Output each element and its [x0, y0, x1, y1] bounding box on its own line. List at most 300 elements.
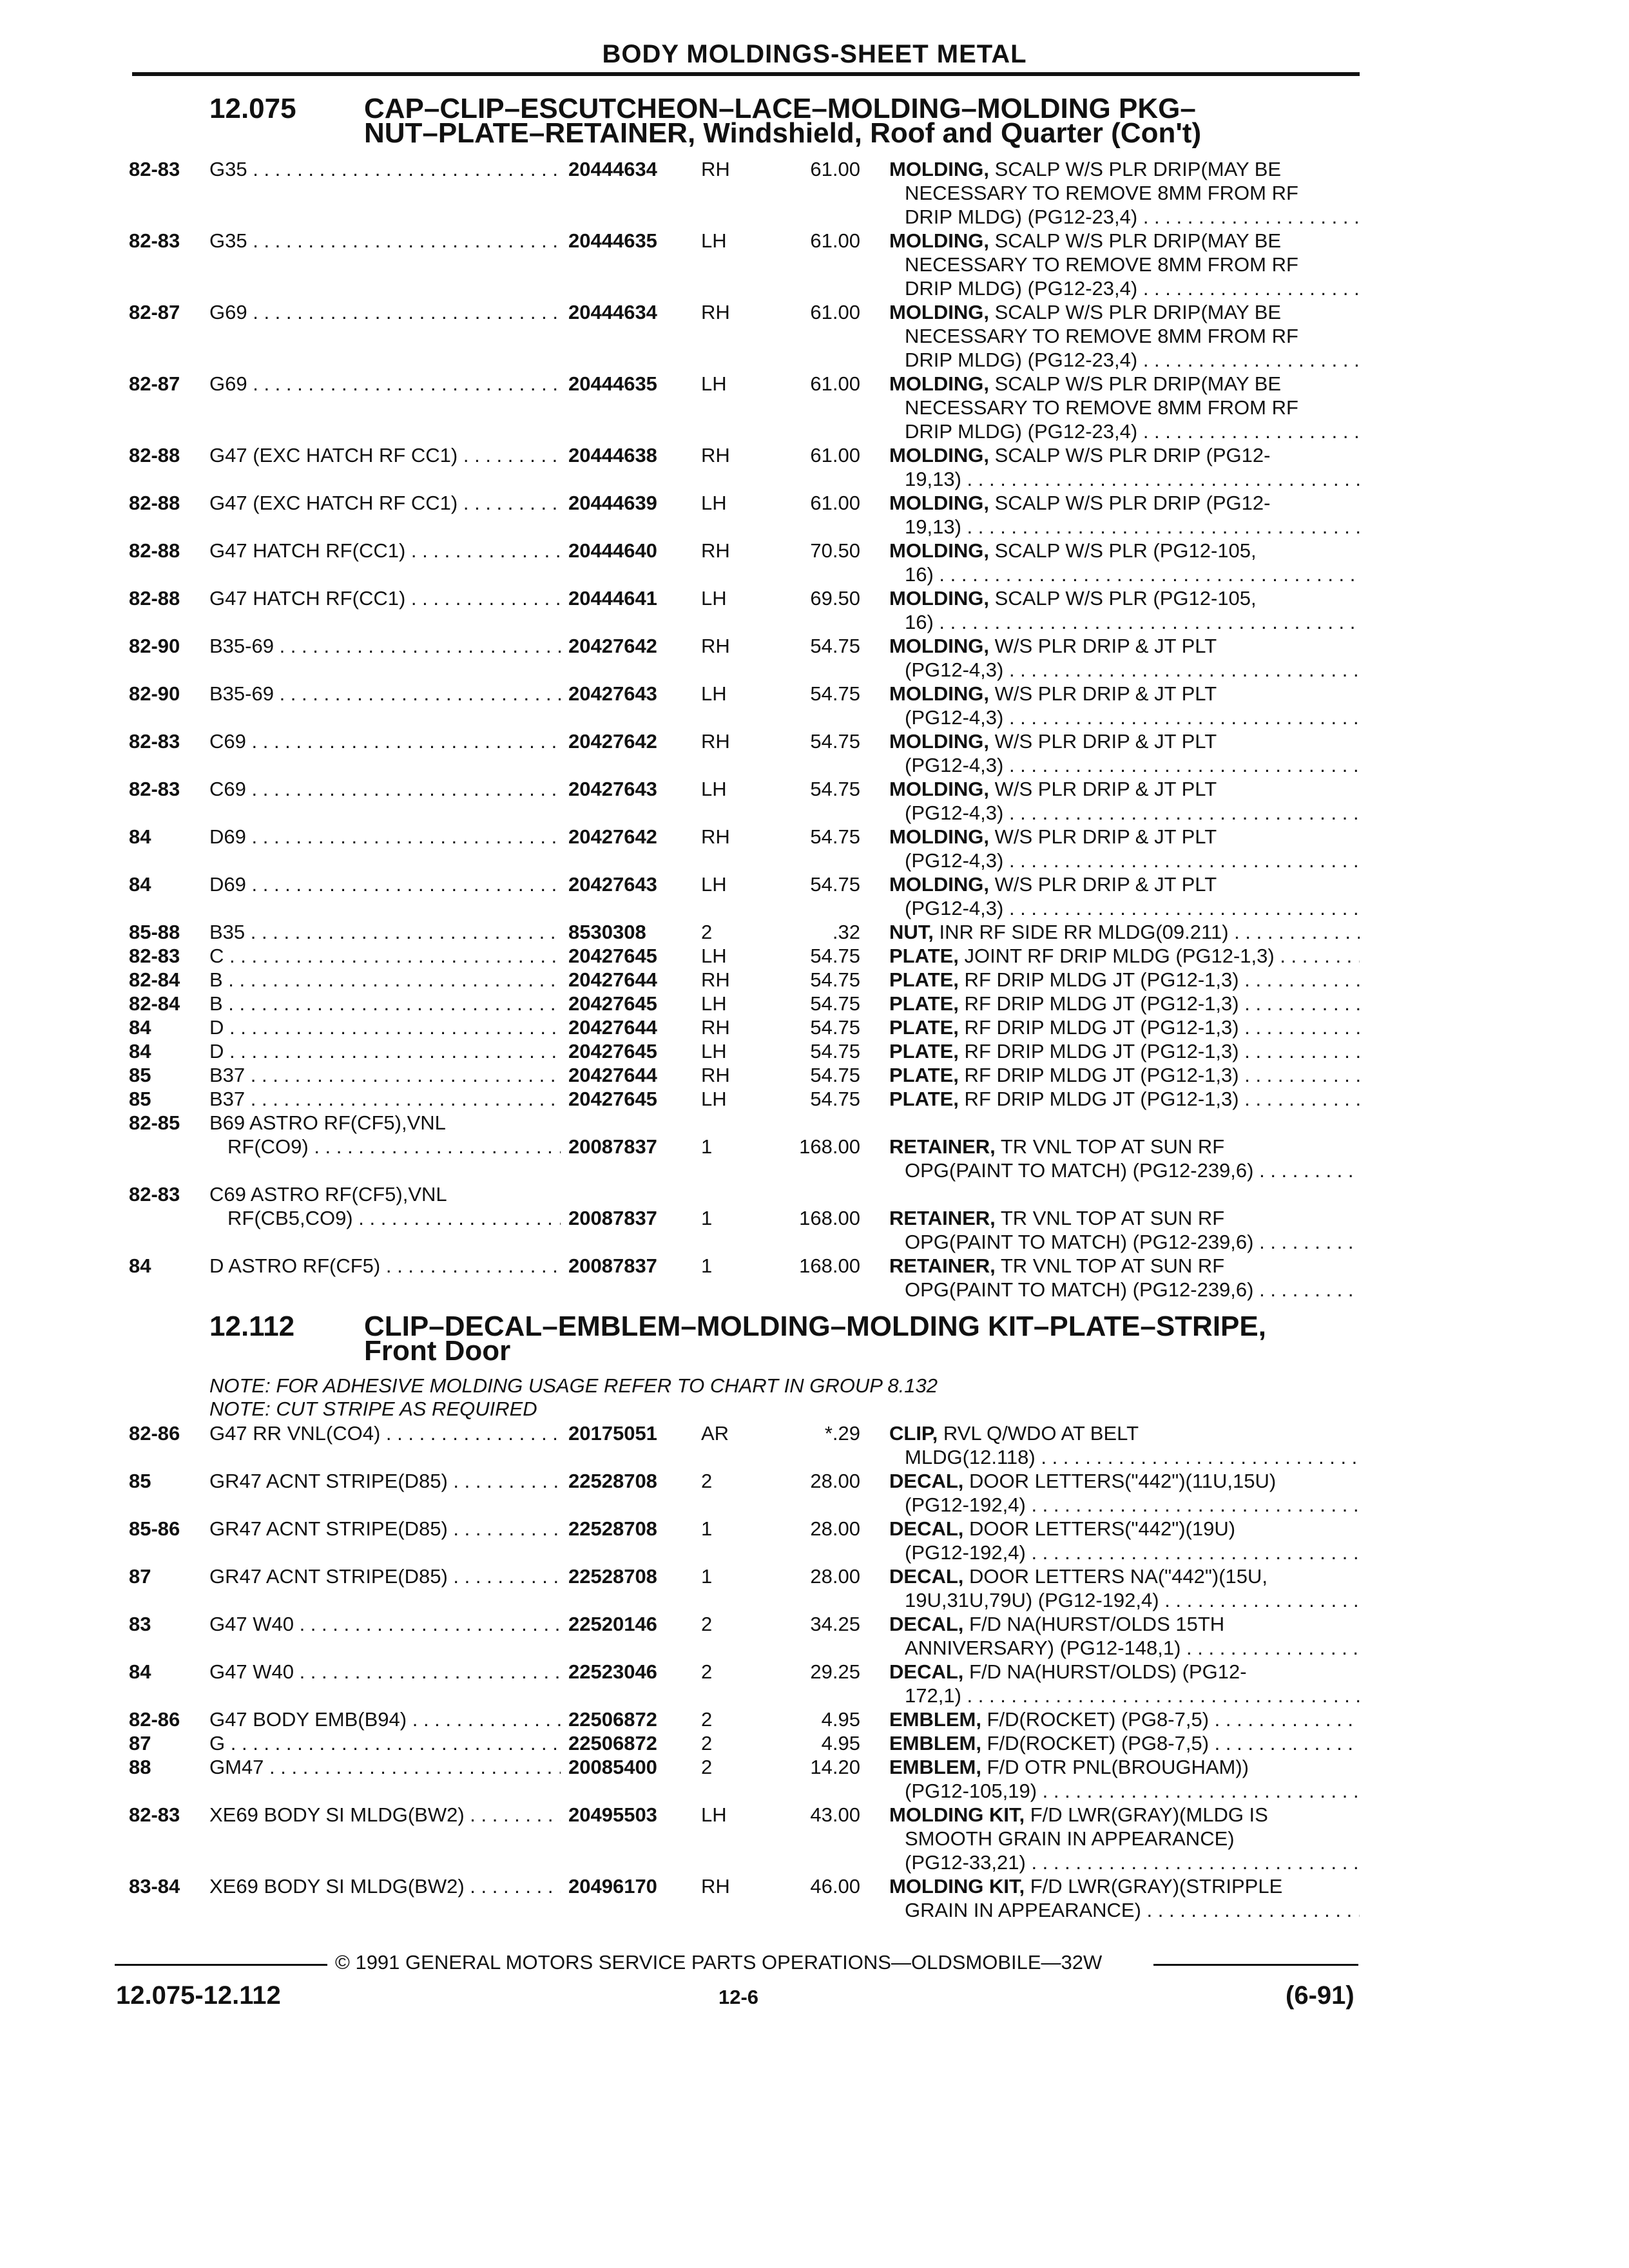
- price: 61.00: [810, 372, 860, 395]
- model-text: G47 (EXC HATCH RF CC1) . . .: [209, 444, 561, 466]
- model-year: 85-88: [129, 921, 180, 943]
- description: [889, 443, 1360, 491]
- part-name: MOLDING,: [889, 635, 989, 657]
- section-number: 12.112: [209, 1311, 295, 1342]
- part-name: PLATE,: [889, 1064, 959, 1086]
- model-year: 83: [129, 1613, 151, 1635]
- description: [889, 634, 1360, 682]
- description: [889, 1206, 1360, 1254]
- price: 34.25: [810, 1613, 860, 1635]
- model-year: 83-84: [129, 1875, 180, 1898]
- model-year: 82-88: [129, 492, 180, 514]
- model-year: 82-83: [129, 778, 180, 800]
- description-text: (PG12-4,3): [905, 802, 1004, 824]
- price: 28.00: [810, 1517, 860, 1540]
- model-cell: [209, 539, 561, 562]
- description-text: OPG(PAINT TO MATCH) (PG12-239,6): [905, 1278, 1254, 1301]
- part-number: 22528708: [568, 1565, 657, 1588]
- part-name: EMBLEM,: [889, 1756, 981, 1778]
- model-year: 84: [129, 873, 151, 896]
- model-cell: [209, 682, 561, 706]
- model-year: 82-83: [129, 1803, 180, 1826]
- description: [889, 372, 1360, 443]
- description: [889, 1755, 1360, 1803]
- description: [889, 968, 1360, 992]
- description: [889, 1254, 1360, 1302]
- description-text: 16): [905, 563, 934, 586]
- quantity: 1: [701, 1517, 713, 1540]
- part-name: DECAL,: [889, 1470, 964, 1492]
- description-text: W/S PLR DRIP & JT PLT: [989, 825, 1217, 848]
- part-name: MOLDING,: [889, 372, 989, 395]
- part-name: MOLDING,: [889, 873, 989, 896]
- model-cell: [209, 634, 561, 658]
- description-text: 19,13): [905, 468, 961, 490]
- model-text: G47 HATCH RF(CC1) . . .: [209, 587, 561, 610]
- part-name: EMBLEM,: [889, 1708, 981, 1731]
- description: [889, 491, 1360, 539]
- part-name: RETAINER,: [889, 1207, 996, 1229]
- description-text: ANNIVERSARY) (PG12-148,1): [905, 1637, 1181, 1659]
- model-year: 82-83: [129, 1183, 180, 1206]
- model-cell: [209, 1421, 561, 1445]
- price: 28.00: [810, 1470, 860, 1492]
- model-cell: [209, 157, 561, 181]
- description-text: RF DRIP MLDG JT (PG12-1,3): [958, 992, 1239, 1015]
- quantity: 2: [701, 1732, 713, 1754]
- description: [889, 1731, 1360, 1755]
- part-name: MOLDING,: [889, 301, 989, 323]
- model-text: B69 ASTRO RF(CF5),VNL: [209, 1111, 446, 1134]
- description: [889, 1612, 1360, 1660]
- description: [889, 1803, 1360, 1874]
- description-text: 19,13): [905, 515, 961, 538]
- model-year: 82-84: [129, 968, 180, 991]
- page-header: BODY MOLDINGS-SHEET METAL: [602, 40, 1027, 68]
- model-text: G . . .: [209, 1732, 561, 1754]
- part-number: 20495503: [568, 1803, 657, 1826]
- part-number: 20444639: [568, 492, 657, 514]
- price: 54.75: [810, 1040, 860, 1062]
- model-cell: [209, 968, 561, 992]
- description-text: SMOOTH GRAIN IN APPEARANCE): [905, 1827, 1235, 1850]
- quantity: 2: [701, 921, 713, 943]
- description-text: DRIP MLDG) (PG12-23,4): [905, 349, 1138, 371]
- model-cell: [209, 992, 561, 1015]
- description-text: (PG12-4,3): [905, 754, 1004, 776]
- part-number: 20444634: [568, 301, 657, 323]
- model-text: D ASTRO RF(CF5) . . .: [209, 1254, 561, 1277]
- model-text: XE69 BODY SI MLDG(BW2) . . .: [209, 1803, 561, 1826]
- part-name: PLATE,: [889, 1040, 959, 1062]
- description-text: SCALP W/S PLR DRIP(MAY BE: [989, 372, 1282, 395]
- model-cell: [209, 777, 561, 801]
- description: [889, 586, 1360, 634]
- price: 61.00: [810, 229, 860, 252]
- description: [889, 777, 1360, 825]
- model-year: 82-86: [129, 1708, 180, 1731]
- description-text: RF DRIP MLDG JT (PG12-1,3): [958, 1064, 1239, 1086]
- model-text: GR47 ACNT STRIPE(D85) . . .: [209, 1565, 561, 1588]
- part-number: 20444638: [568, 444, 657, 466]
- price: 54.75: [810, 1088, 860, 1110]
- model-text: G35 . . .: [209, 158, 561, 180]
- description-text: RVL Q/WDO AT BELT: [938, 1422, 1139, 1445]
- price: 54.75: [810, 730, 860, 753]
- description-text: SCALP W/S PLR DRIP (PG12-: [989, 492, 1271, 514]
- model-cell: [209, 1660, 561, 1684]
- model-year: 82-90: [129, 682, 180, 705]
- part-number: 22528708: [568, 1470, 657, 1492]
- model-year: 84: [129, 1254, 151, 1277]
- model-text: B35-69 . . .: [209, 635, 561, 657]
- part-number: 22520146: [568, 1613, 657, 1635]
- price: 54.75: [810, 992, 860, 1015]
- description: [889, 1469, 1360, 1517]
- part-name: DECAL,: [889, 1565, 964, 1588]
- model-year: 88: [129, 1756, 151, 1778]
- part-name: MOLDING,: [889, 778, 989, 800]
- model-cell: [209, 491, 561, 515]
- part-number: 20175051: [568, 1422, 657, 1445]
- price: 61.00: [810, 301, 860, 323]
- model-cell: [209, 1039, 561, 1063]
- price: 54.75: [810, 635, 860, 657]
- part-number: 20427643: [568, 873, 657, 896]
- model-text: B . . .: [209, 968, 561, 991]
- model-text: G47 W40 . . .: [209, 1613, 561, 1635]
- description: [889, 300, 1360, 372]
- description-text: F/D OTR PNL(BROUGHAM)): [981, 1756, 1249, 1778]
- description-text: F/D NA(HURST/OLDS) (PG12-: [963, 1660, 1247, 1683]
- model-year: 82-88: [129, 587, 180, 610]
- description-text: TR VNL TOP AT SUN RF: [995, 1135, 1225, 1158]
- model-text: G69 . . .: [209, 372, 561, 395]
- model-text: B35-69 . . .: [209, 682, 561, 705]
- description: [889, 1874, 1360, 1922]
- part-name: MOLDING,: [889, 730, 989, 753]
- model-text: D69 . . .: [209, 873, 561, 896]
- quantity: LH: [701, 587, 727, 610]
- price: 54.75: [810, 1016, 860, 1039]
- model-cell: [209, 372, 561, 396]
- model-cell: [209, 1564, 561, 1588]
- part-name: MOLDING KIT,: [889, 1803, 1025, 1826]
- description: [889, 1517, 1360, 1564]
- quantity: 2: [701, 1613, 713, 1635]
- price: 61.00: [810, 492, 860, 514]
- description: [889, 825, 1360, 872]
- description: [889, 729, 1360, 777]
- quantity: RH: [701, 730, 730, 753]
- part-number: 20427645: [568, 1040, 657, 1062]
- description: [889, 1564, 1360, 1612]
- part-number: 20427645: [568, 1088, 657, 1110]
- description-text: F/D LWR(GRAY)(MLDG IS: [1025, 1803, 1268, 1826]
- description: [889, 944, 1360, 968]
- description-text: DRIP MLDG) (PG12-23,4): [905, 277, 1138, 300]
- part-number: 20427642: [568, 730, 657, 753]
- model-year: 82-85: [129, 1111, 180, 1134]
- quantity: RH: [701, 1064, 730, 1086]
- description-text: SCALP W/S PLR (PG12-105,: [989, 587, 1257, 610]
- model-text: XE69 BODY SI MLDG(BW2) . . .: [209, 1875, 561, 1898]
- section-number: 12.075: [209, 93, 296, 124]
- description-text: (PG12-192,4): [905, 1541, 1026, 1564]
- quantity: RH: [701, 635, 730, 657]
- quantity: LH: [701, 873, 727, 896]
- model-cell: [209, 920, 561, 944]
- model-year: 82-83: [129, 229, 180, 252]
- price: 54.75: [810, 825, 860, 848]
- part-name: PLATE,: [889, 992, 959, 1015]
- description: [889, 1039, 1360, 1063]
- model-year: 85: [129, 1088, 151, 1110]
- price: 168.00: [799, 1135, 860, 1158]
- part-name: PLATE,: [889, 1016, 959, 1039]
- part-number: 20444641: [568, 587, 657, 610]
- description-text: RF DRIP MLDG JT (PG12-1,3): [958, 1088, 1239, 1110]
- part-number: 20427644: [568, 1064, 657, 1086]
- part-number: 20427645: [568, 945, 657, 967]
- description: [889, 1087, 1360, 1111]
- price: 70.50: [810, 539, 860, 562]
- model-cell: [209, 1469, 561, 1493]
- description-text: W/S PLR DRIP & JT PLT: [989, 682, 1217, 705]
- part-name: DECAL,: [889, 1660, 964, 1683]
- description-text: 172,1): [905, 1684, 961, 1707]
- quantity: LH: [701, 945, 727, 967]
- part-name: MOLDING,: [889, 682, 989, 705]
- description: [889, 1421, 1360, 1469]
- model-text: GR47 ACNT STRIPE(D85) . . .: [209, 1517, 561, 1540]
- price: 54.75: [810, 873, 860, 896]
- description: [889, 1063, 1360, 1087]
- footer-rule-left: [115, 1964, 327, 1966]
- quantity: 1: [701, 1565, 713, 1588]
- model-text: C69 . . .: [209, 730, 561, 753]
- model-text: C69 . . .: [209, 778, 561, 800]
- model-cell: [209, 729, 561, 753]
- part-name: CLIP,: [889, 1422, 938, 1445]
- model-cell: [209, 1731, 561, 1755]
- model-year: 87: [129, 1732, 151, 1754]
- part-name: RETAINER,: [889, 1254, 996, 1277]
- description-text: GRAIN IN APPEARANCE): [905, 1899, 1141, 1921]
- model-text: G35 . . .: [209, 229, 561, 252]
- model-cell: [209, 1874, 561, 1898]
- price: 61.00: [810, 444, 860, 466]
- part-number: 22506872: [568, 1732, 657, 1754]
- description-text: SCALP W/S PLR DRIP(MAY BE: [989, 229, 1282, 252]
- model-year: 82-87: [129, 301, 180, 323]
- quantity: LH: [701, 1803, 727, 1826]
- part-number: 8530308: [568, 921, 646, 943]
- price: 54.75: [810, 682, 860, 705]
- model-cell: [209, 229, 561, 253]
- description-text: DRIP MLDG) (PG12-23,4): [905, 420, 1138, 443]
- description-text: F/D(ROCKET) (PG8-7,5): [981, 1732, 1210, 1754]
- footer-copyright: © 1991 GENERAL MOTORS SERVICE PARTS OPERATIONS—OLDSMOBILE—32W: [335, 1951, 1103, 1974]
- quantity: 2: [701, 1756, 713, 1778]
- model-year: 82-83: [129, 730, 180, 753]
- model-year: 85-86: [129, 1517, 180, 1540]
- quantity: 2: [701, 1660, 713, 1683]
- part-number: 20427643: [568, 682, 657, 705]
- model-cell: [209, 443, 561, 467]
- model-text: G47 HATCH RF(CC1) . . .: [209, 539, 561, 562]
- description-text: RF DRIP MLDG JT (PG12-1,3): [958, 1040, 1239, 1062]
- quantity: RH: [701, 968, 730, 991]
- part-number: 20496170: [568, 1875, 657, 1898]
- price: 54.75: [810, 945, 860, 967]
- model-text: D . . .: [209, 1040, 561, 1062]
- model-cell: [209, 586, 561, 610]
- part-number: 20427644: [568, 1016, 657, 1039]
- quantity: LH: [701, 1040, 727, 1062]
- description-text: (PG12-4,3): [905, 658, 1004, 681]
- part-number: 20444635: [568, 229, 657, 252]
- description-text: DOOR LETTERS NA("442")(15U,: [963, 1565, 1268, 1588]
- price: 168.00: [799, 1207, 860, 1229]
- description-text: (PG12-4,3): [905, 849, 1004, 872]
- model-year: 82-83: [129, 158, 180, 180]
- description: [889, 1660, 1360, 1707]
- model-text: D . . .: [209, 1016, 561, 1039]
- description-text: DRIP MLDG) (PG12-23,4): [905, 206, 1138, 228]
- model-year: 84: [129, 1040, 151, 1062]
- model-year: 82-83: [129, 945, 180, 967]
- model-cell: [209, 1612, 561, 1636]
- description: [889, 920, 1360, 944]
- description-text: (PG12-105,19): [905, 1780, 1037, 1802]
- model-cell: [209, 1517, 561, 1541]
- price: 69.50: [810, 587, 860, 610]
- part-number: 20444635: [568, 372, 657, 395]
- model-cell: [209, 944, 561, 968]
- description-text: DOOR LETTERS("442")(11U,15U): [963, 1470, 1277, 1492]
- model-text: G69 . . .: [209, 301, 561, 323]
- description-text: NECESSARY TO REMOVE 8MM FROM RF: [905, 396, 1298, 419]
- part-name: DECAL,: [889, 1517, 964, 1540]
- description: [889, 229, 1360, 300]
- model-cell: [209, 1254, 561, 1278]
- model-cell: [209, 1087, 561, 1111]
- description: [889, 1015, 1360, 1039]
- description-text: MLDG(12.118): [905, 1446, 1036, 1468]
- model-text: D69 . . .: [209, 825, 561, 848]
- description: [889, 539, 1360, 586]
- price: *.29: [824, 1422, 860, 1445]
- part-number: 20427644: [568, 968, 657, 991]
- price: 28.00: [810, 1565, 860, 1588]
- part-number: 20444640: [568, 539, 657, 562]
- quantity: LH: [701, 992, 727, 1015]
- quantity: RH: [701, 539, 730, 562]
- quantity: 1: [701, 1207, 713, 1229]
- description-text: RF DRIP MLDG JT (PG12-1,3): [958, 968, 1239, 991]
- quantity: 1: [701, 1254, 713, 1277]
- description-text: SCALP W/S PLR DRIP(MAY BE: [989, 158, 1282, 180]
- section-note: NOTE: FOR ADHESIVE MOLDING USAGE REFER TO CHART IN GROUP 8.132: [209, 1374, 938, 1397]
- quantity: AR: [701, 1422, 729, 1445]
- quantity: LH: [701, 682, 727, 705]
- model-cell: [209, 1015, 561, 1039]
- description-text: INR RF SIDE RR MLDG(09.211): [933, 921, 1229, 943]
- part-name: MOLDING KIT,: [889, 1875, 1025, 1898]
- quantity: 2: [701, 1470, 713, 1492]
- price: 43.00: [810, 1803, 860, 1826]
- model-year: 82-90: [129, 635, 180, 657]
- footer-rule-right: [1153, 1964, 1358, 1966]
- part-name: EMBLEM,: [889, 1732, 981, 1754]
- part-number: 20427642: [568, 825, 657, 848]
- description-text: 16): [905, 611, 934, 633]
- part-name: MOLDING,: [889, 492, 989, 514]
- model-year: 82-87: [129, 372, 180, 395]
- section-note: NOTE: CUT STRIPE AS REQUIRED: [209, 1398, 537, 1420]
- price: .32: [832, 921, 860, 943]
- model-year: 82-84: [129, 992, 180, 1015]
- part-name: MOLDING,: [889, 825, 989, 848]
- description-text: OPG(PAINT TO MATCH) (PG12-239,6): [905, 1231, 1254, 1253]
- quantity: RH: [701, 444, 730, 466]
- description-text: RF DRIP MLDG JT (PG12-1,3): [958, 1016, 1239, 1039]
- description-text: SCALP W/S PLR DRIP(MAY BE: [989, 301, 1282, 323]
- description-text: NECESSARY TO REMOVE 8MM FROM RF: [905, 253, 1298, 276]
- price: 168.00: [799, 1254, 860, 1277]
- quantity: LH: [701, 1088, 727, 1110]
- quantity: LH: [701, 492, 727, 514]
- model-cell: [209, 1111, 561, 1158]
- description-text: F/D(ROCKET) (PG8-7,5): [981, 1708, 1210, 1731]
- model-text: G47 BODY EMB(B94) . . .: [209, 1708, 561, 1731]
- description: [889, 1707, 1360, 1731]
- part-number: 20087837: [568, 1135, 657, 1158]
- model-text: GR47 ACNT STRIPE(D85) . . .: [209, 1470, 561, 1492]
- model-year: 84: [129, 1660, 151, 1683]
- description-text: OPG(PAINT TO MATCH) (PG12-239,6): [905, 1159, 1254, 1182]
- model-year: 84: [129, 825, 151, 848]
- price: 4.95: [821, 1708, 860, 1731]
- model-year: 84: [129, 1016, 151, 1039]
- model-year: 85: [129, 1064, 151, 1086]
- part-number: 20444634: [568, 158, 657, 180]
- quantity: LH: [701, 229, 727, 252]
- part-name: PLATE,: [889, 968, 959, 991]
- part-name: MOLDING,: [889, 539, 989, 562]
- price: 54.75: [810, 778, 860, 800]
- description-text: 19U,31U,79U) (PG12-192,4): [905, 1589, 1159, 1611]
- footer-date: (6-91): [1286, 1981, 1354, 2010]
- price: 14.20: [810, 1756, 860, 1778]
- description-text: TR VNL TOP AT SUN RF: [995, 1254, 1225, 1277]
- quantity: RH: [701, 301, 730, 323]
- model-year: 82-88: [129, 539, 180, 562]
- quantity: RH: [701, 1875, 730, 1898]
- quantity: LH: [701, 778, 727, 800]
- part-number: 20427643: [568, 778, 657, 800]
- price: 46.00: [810, 1875, 860, 1898]
- description: [889, 157, 1360, 229]
- model-text: GM47 . . .: [209, 1756, 561, 1778]
- model-text: G47 (EXC HATCH RF CC1) . . .: [209, 492, 561, 514]
- description-text: W/S PLR DRIP & JT PLT: [989, 730, 1217, 753]
- description: [889, 872, 1360, 920]
- description-text: NECESSARY TO REMOVE 8MM FROM RF: [905, 325, 1298, 347]
- price: 29.25: [810, 1660, 860, 1683]
- description: [889, 1135, 1360, 1182]
